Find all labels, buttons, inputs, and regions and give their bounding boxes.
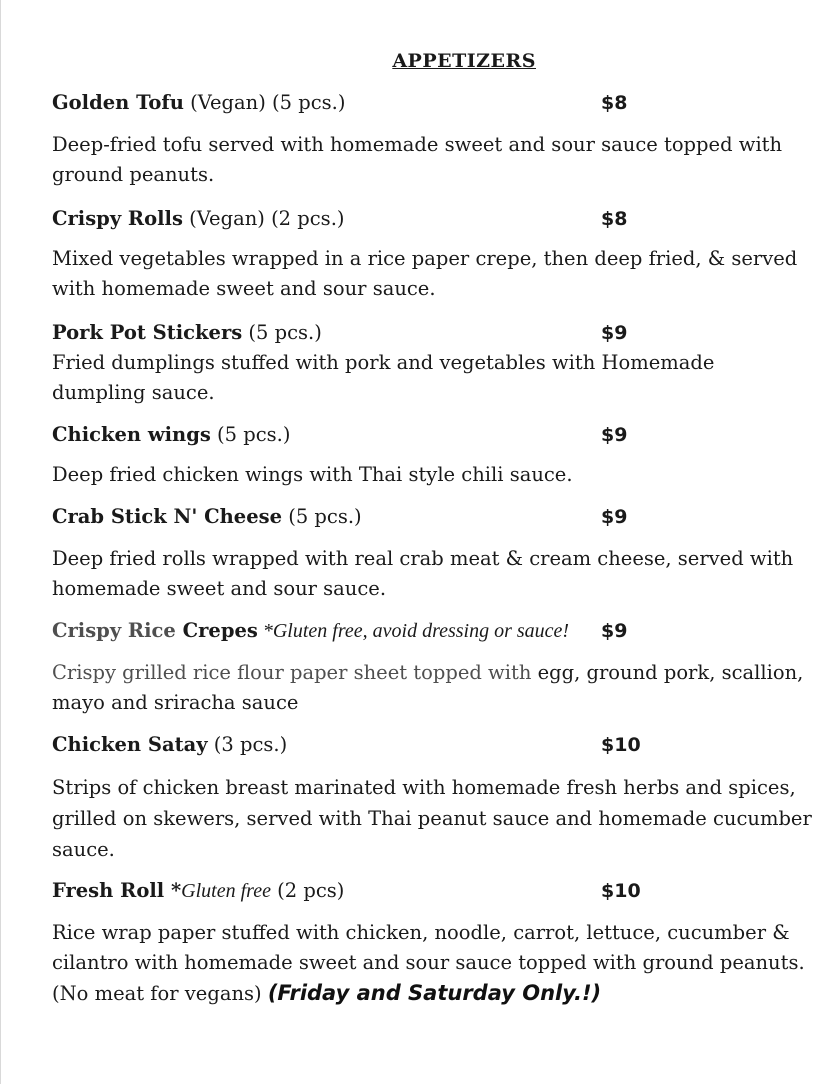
item-name: Pork Pot Stickers <box>52 321 243 344</box>
item-price: $8 <box>601 208 628 230</box>
item-note: (2 pcs) <box>270 879 345 902</box>
menu-item-crispy-rice-crepes <box>52 618 792 644</box>
menu-item-fresh-roll <box>52 878 792 904</box>
description-line <box>52 658 804 688</box>
menu-item-crispy-rolls <box>52 206 792 232</box>
item-price: $9 <box>601 322 628 344</box>
description-line: ground peanuts. <box>52 163 215 186</box>
description-line: Deep fried chicken wings with Thai style chili sauce. <box>52 463 573 486</box>
item-name: Crepes <box>175 619 258 642</box>
item-price: $10 <box>601 880 641 902</box>
menu-item-crab-stick-n-cheese <box>52 504 792 530</box>
item-name: Golden Tofu <box>52 91 184 114</box>
item-description <box>52 460 792 490</box>
item-note: (5 pcs.) <box>210 423 291 446</box>
description-line: sauce. <box>52 838 115 861</box>
item-price: $9 <box>601 506 628 528</box>
item-name: Crab Stick N' Cheese <box>52 505 283 528</box>
description-line <box>52 978 792 1009</box>
item-description <box>52 544 792 604</box>
description-line: Strips of chicken breast marinated with homemade fresh herbs and spices, <box>52 776 796 799</box>
item-description <box>52 244 798 304</box>
description-line: homemade sweet and sour sauce. <box>52 577 387 600</box>
item-description <box>52 130 792 190</box>
item-note: (5 pcs.) <box>282 505 362 528</box>
description-line: Mixed vegetables wrapped in a rice paper crepe, then deep fried, & served <box>52 247 798 270</box>
item-description <box>52 658 804 718</box>
description-line: cilantro with homemade sweet and sour sauce topped with ground peanuts. <box>52 951 805 974</box>
item-italic-note: Gluten free <box>181 880 271 902</box>
item-note: (5 pcs.) <box>242 321 322 344</box>
menu-item-golden-tofu <box>52 90 792 116</box>
page-left-border <box>0 0 1 1084</box>
item-note: *Gluten free, avoid dressing or sauce! <box>257 620 570 642</box>
description-line: Rice wrap paper stuffed with chicken, noodle, carrot, lettuce, cucumber & <box>52 921 790 944</box>
description-line: mayo and sriracha sauce <box>52 691 299 714</box>
description-line: dumpling sauce. <box>52 381 215 404</box>
description-line: grilled on skewers, served with Thai peanut sauce and homemade cucumber <box>52 807 812 830</box>
item-description <box>52 772 812 865</box>
item-name: Chicken wings <box>52 423 211 446</box>
item-description <box>52 348 792 408</box>
description-text: egg, ground pork, scallion, <box>531 661 804 684</box>
item-note: (Vegan) (2 pcs.) <box>182 207 345 230</box>
item-description <box>52 918 805 1009</box>
item-name: Crispy Rice <box>52 619 176 642</box>
item-note: (3 pcs.) <box>207 733 288 756</box>
item-note: (Vegan) (5 pcs.) <box>183 91 346 114</box>
description-line: Deep fried rolls wrapped with real crab meat & cream cheese, served with <box>52 547 794 570</box>
description-text: Crispy grilled rice flour paper sheet topped with <box>52 661 532 684</box>
gluten-free-marker: * <box>164 879 182 902</box>
description-line: Fried dumplings stuffed with pork and vegetables with Homemade <box>52 351 715 374</box>
item-name: Fresh Roll <box>52 879 165 902</box>
description-line: with homemade sweet and sour sauce. <box>52 277 436 300</box>
item-price: $9 <box>601 424 628 446</box>
item-price: $8 <box>601 92 628 114</box>
menu-item-chicken-wings <box>52 422 792 448</box>
item-name: Crispy Rolls <box>52 207 183 230</box>
description-text: (No meat for vegans) <box>52 982 268 1005</box>
menu-item-pork-pot-stickers <box>52 320 792 346</box>
section-heading: APPETIZERS <box>392 50 536 72</box>
item-price: $9 <box>601 620 628 642</box>
availability-note: (Friday and Saturday Only.!) <box>267 981 602 1005</box>
item-name: Chicken Satay <box>52 733 208 756</box>
menu-item-chicken-satay <box>52 732 792 758</box>
item-price: $10 <box>601 734 641 756</box>
description-line: Deep-fried tofu served with homemade sweet and sour sauce topped with <box>52 133 783 156</box>
